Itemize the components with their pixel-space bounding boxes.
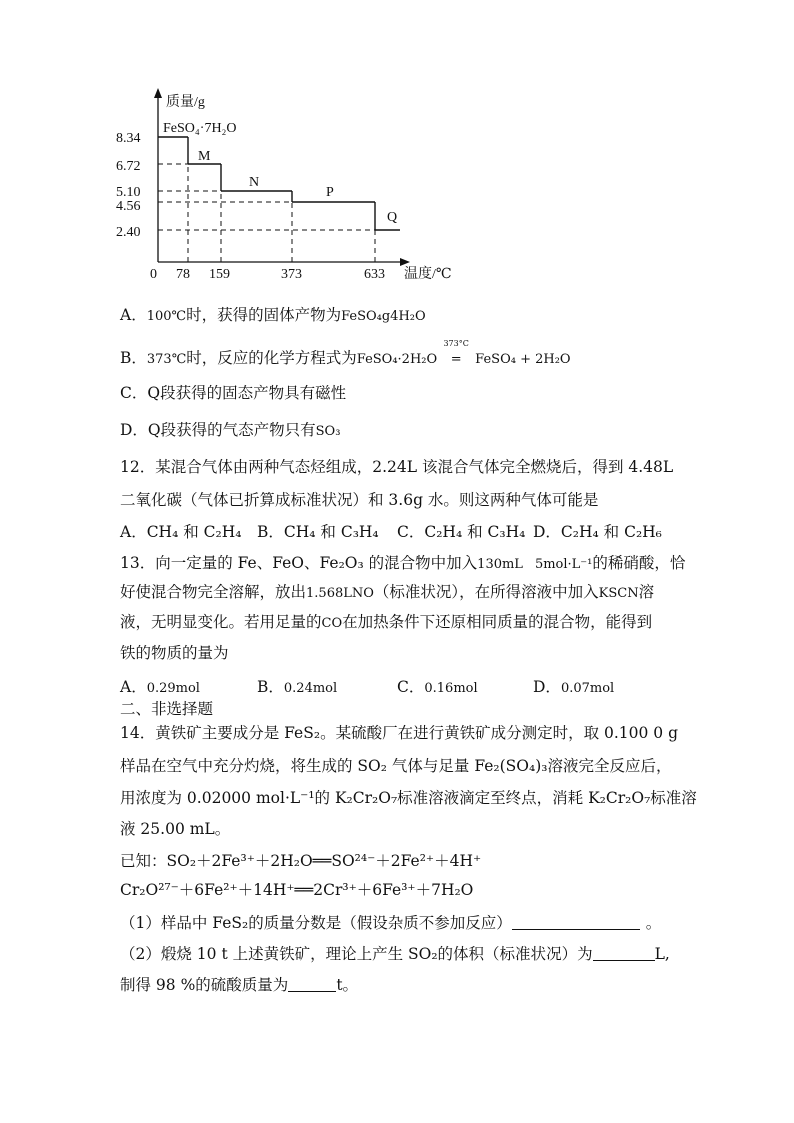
formula-left: FeSO₄·2H₂O <box>356 352 438 367</box>
q14-part1 <box>120 911 661 933</box>
question-text: （2）煅烧 10 t 上述黄铁矿，理论上产生 SO₂的体积（标准状况）为 <box>120 945 593 963</box>
q12-option-d: D．C₂H₄ 和 C₂H₆ <box>533 523 662 541</box>
compound-label: FeSO₄·7H₂O <box>163 121 237 136</box>
option-text: D．Q段获得的气态产物只有 <box>120 421 316 439</box>
q11-option-b <box>120 339 571 368</box>
q14-line1: 14．黄铁矿主要成分是 FeS₂。某硫酸厂在进行黄铁矿成分测定时，取 0.100 0 g <box>120 724 679 742</box>
answer-blank[interactable] <box>512 913 640 930</box>
text: 液，无明显变化。若用足量的 <box>120 613 322 631</box>
q14-line2: 样品在空气中充分灼烧，将生成的 SO₂ 气体与足量 Fe₂(SO₄)₃溶液完全反应后， <box>120 757 672 775</box>
formula: SO₃ <box>315 424 341 439</box>
temperature: 100℃ <box>146 309 187 324</box>
x-axis-arrow <box>400 258 410 266</box>
x-tick-label: 373 <box>281 267 302 282</box>
unit: L, <box>654 945 670 963</box>
y-axis-label: 质量/g <box>166 95 205 110</box>
mass-temperature-chart <box>0 0 794 300</box>
mass-step-curve <box>158 137 400 230</box>
reaction-condition: 373°C <box>443 339 469 348</box>
q12-option-a: A．CH₄ 和 C₂H₄ <box>120 523 242 541</box>
y-tick-label: 2.40 <box>116 225 141 240</box>
option-text: 时，获得的固体产物为 <box>186 306 342 324</box>
formula: FeSO₄g4H₂O <box>341 309 426 324</box>
option-label: A． <box>120 306 147 324</box>
q11-option-c: C．Q段获得的固态产物具有磁性 <box>120 384 347 402</box>
option-label: B． <box>120 349 147 367</box>
answer-blank[interactable] <box>288 975 336 992</box>
reagent: CO <box>321 616 343 631</box>
gas-volume: 1.568LNO <box>306 586 374 601</box>
q12-stem-line2: 二氧化碳（气体已折算成标准状况）和 3.6g 水。则这两种气体可能是 <box>120 491 599 509</box>
question-text: 制得 98 %的硫酸质量为 <box>120 976 289 994</box>
option-label: A． <box>120 678 147 696</box>
q13-option-b <box>257 675 337 697</box>
q12-option-b: B．CH₄ 和 C₃H₄ <box>257 523 379 541</box>
x-tick-label: 633 <box>364 267 385 282</box>
option-label: C． <box>397 678 425 696</box>
q13-stem-line2 <box>120 580 654 602</box>
q13-option-d <box>533 675 614 697</box>
q12-stem-line1: 12．某混合气体由两种气态烃组成，2.24L 该混合气体完全燃烧后，得到 4.48L <box>120 458 674 476</box>
q11-option-d <box>120 418 340 440</box>
answer-blank[interactable] <box>593 944 655 961</box>
text: 溶 <box>638 583 655 601</box>
y-tick-label: 5.10 <box>116 185 141 200</box>
stage-label-n: N <box>249 175 260 190</box>
reagent: KSCN <box>598 586 639 601</box>
volume: 130mL <box>477 557 523 572</box>
unit: t。 <box>336 976 359 994</box>
q13-stem-line3 <box>120 610 652 632</box>
section-heading: 二、非选择题 <box>120 700 214 718</box>
text: 13．向一定量的 Fe、FeO、Fe₂O₃ 的混合物中加入 <box>120 554 478 572</box>
q14-line3: 用浓度为 0.02000 mol·L⁻¹的 K₂Cr₂O₇标准溶液滴定至终点，消耗 K₂Cr₂O₇标准溶 <box>120 789 697 807</box>
option-label: B． <box>257 678 284 696</box>
q13-stem-line4: 铁的物质的量为 <box>120 644 229 662</box>
y-tick-label: 4.56 <box>116 199 141 214</box>
q14-part2-line1 <box>120 942 670 964</box>
option-value: 0.24mol <box>283 681 338 696</box>
guide-lines <box>158 164 375 262</box>
y-tick-label: 6.72 <box>116 159 141 174</box>
option-label: D． <box>533 678 561 696</box>
temperature: 373℃ <box>146 352 187 367</box>
stage-label-p: P <box>326 185 334 200</box>
question-text: （1）样品中 FeS₂的质量分数是（假设杂质不参加反应） <box>120 914 512 932</box>
q14-known-equation-2: Cr₂O²⁷⁻＋6Fe²⁺＋14H⁺══2Cr³⁺＋6Fe³⁺＋7H₂O <box>120 881 474 899</box>
q14-line4: 液 25.00 mL。 <box>120 820 231 838</box>
q13-option-a <box>120 675 200 697</box>
text: （标准状况），在所得溶液中加入 <box>373 583 599 601</box>
stage-label-q: Q <box>387 210 398 225</box>
stage-label-m: M <box>198 149 211 164</box>
y-tick-label: 8.34 <box>116 131 141 146</box>
equals-sign: = <box>450 352 462 367</box>
q11-option-a <box>120 303 426 325</box>
q14-part2-line2 <box>120 973 358 995</box>
punctuation: 。 <box>645 914 662 932</box>
option-value: 0.07mol <box>560 681 615 696</box>
y-axis-arrow <box>154 88 162 98</box>
option-text: 时，反应的化学方程式为 <box>186 349 357 367</box>
x-tick-label: 78 <box>176 267 190 282</box>
x-tick-label: 159 <box>209 267 230 282</box>
x-axis-label: 温度/℃ <box>404 267 452 282</box>
text: 在加热条件下还原相同质量的混合物，能得到 <box>342 613 653 631</box>
concentration: 5mol·L⁻¹ <box>534 557 593 572</box>
text: 好使混合物完全溶解，放出 <box>120 583 307 601</box>
option-value: 0.16mol <box>424 681 478 696</box>
origin-label: 0 <box>150 267 157 282</box>
option-value: 0.29mol <box>146 681 200 696</box>
q12-option-c: C．C₂H₄ 和 C₃H₄ <box>397 523 526 541</box>
formula-right: FeSO₄ + 2H₂O <box>475 352 571 367</box>
q13-stem-line1 <box>120 551 685 573</box>
text: 的稀硝酸，恰 <box>592 554 686 572</box>
q13-option-c <box>397 675 478 697</box>
q14-known-equation-1: 已知：SO₂＋2Fe³⁺＋2H₂O══SO²⁴⁻＋2Fe²⁺＋4H⁺ <box>120 852 482 870</box>
